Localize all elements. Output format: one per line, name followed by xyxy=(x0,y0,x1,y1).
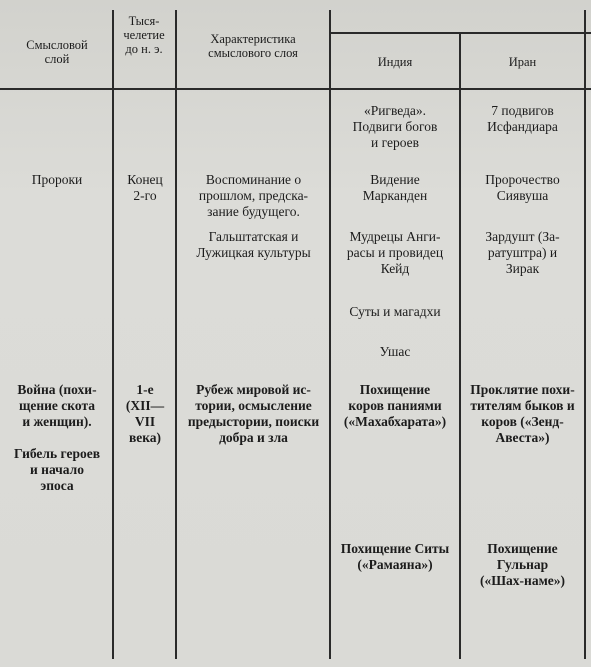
cell-india-rigveda: «Ригведа». Подвиги богов и героев xyxy=(352,103,438,150)
cell-india-ushas: Ушас xyxy=(379,344,411,359)
cell-india-ramayana: Похищение Ситы («Рамаяна») xyxy=(340,541,450,572)
cell-layer-prophets: Пророки xyxy=(31,172,83,187)
cell-layer-war: Война (похи- щение скота и женщин). xyxy=(17,382,97,429)
cell-iran-zardusht: Зардушт (За- ратуштра) и Зирак xyxy=(485,229,560,276)
cell-india-markandei: Видение Марканден xyxy=(362,172,428,203)
column-divider xyxy=(175,10,177,659)
cell-character-war: Рубеж мировой ис- тории, осмысление предыстории, поиски добра и зла xyxy=(187,382,320,445)
header-india: Индия xyxy=(377,55,413,69)
column-divider xyxy=(112,10,114,659)
cell-india-angiras: Мудрецы Анги- расы и провидец Кейд xyxy=(346,229,444,276)
cell-iran-shahname: Похищение Гульнар («Шах-наме») xyxy=(479,541,566,588)
header-bottom-rule xyxy=(0,88,591,90)
cell-layer-epic: Гибель героев и начало эпоса xyxy=(14,446,100,493)
cell-india-mahabharata: Похищение коров паниями («Махабхарата») xyxy=(343,382,447,429)
cell-millennium-war: 1-е (XII— VII века) xyxy=(125,382,165,445)
header-character: Характеристика смыслового слоя xyxy=(208,32,298,60)
cell-iran-siyavush: Пророчество Сиявуша xyxy=(485,172,560,203)
cell-iran-avesta: Проклятие похи- тителям быков и коров («Зенд- Авеста») xyxy=(470,382,575,445)
cell-character-cultures: Гальштатская и Лужицкая культуры xyxy=(196,229,311,260)
column-divider xyxy=(584,10,586,659)
header-millennium: Тыся- челетие до н. э. xyxy=(123,14,165,56)
header-rule xyxy=(331,32,591,34)
cell-india-suty: Суты и магадхи xyxy=(349,304,441,319)
cell-iran-isfandiar: 7 подвигов Исфандиара xyxy=(487,103,558,134)
cell-millennium-prophets: Конец 2-го xyxy=(127,172,163,203)
header-layer: Смысловой слой xyxy=(26,38,88,66)
cell-character-prophets: Воспоминание о прошлом, предска- зание будущего. xyxy=(198,172,309,219)
header-iran: Иран xyxy=(508,55,537,69)
